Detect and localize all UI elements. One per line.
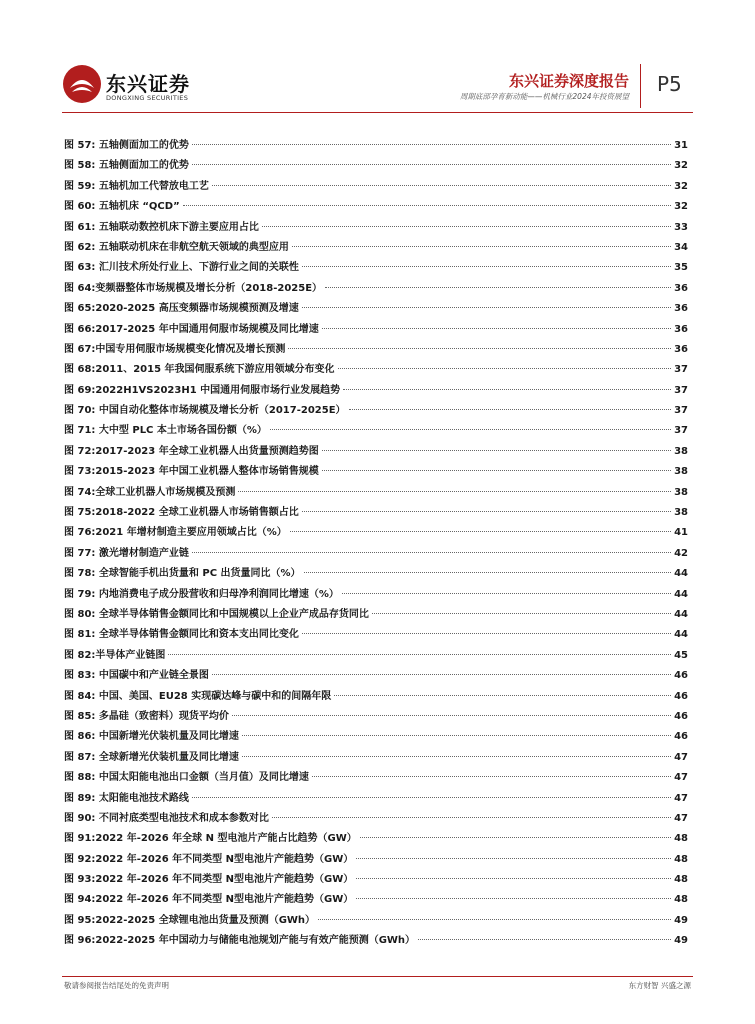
toc-entry[interactable] xyxy=(64,483,688,503)
toc-entry[interactable] xyxy=(64,931,688,951)
toc-entry-label: 图 94:2022 年-2026 年不同类型 N型电池片产能趋势（GW） xyxy=(64,894,354,906)
toc-entry[interactable] xyxy=(64,707,688,727)
toc-entry-page: 36 xyxy=(674,323,688,335)
toc-entry-label: 图 72:2017-2023 年全球工业机器人出货量预测趋势图 xyxy=(64,445,319,457)
toc-leader-dots xyxy=(192,797,671,798)
toc-entry[interactable] xyxy=(64,218,688,238)
footer-rule xyxy=(62,976,693,977)
toc-entry-page: 45 xyxy=(674,649,688,661)
toc-entry-label: 图 83: 中国碳中和产业链全景图 xyxy=(64,670,209,682)
toc-entry[interactable] xyxy=(64,523,688,543)
toc-leader-dots xyxy=(343,389,671,390)
toc-entry-label: 图 91:2022 年-2026 年全球 N 型电池片产能占比趋势（GW） xyxy=(64,833,357,845)
toc-entry[interactable] xyxy=(64,870,688,890)
toc-entry-label: 图 61: 五轴联动数控机床下游主要应用占比 xyxy=(64,221,259,233)
figure-index-list xyxy=(64,136,688,952)
toc-entry-page: 38 xyxy=(674,445,688,457)
toc-entry-page: 44 xyxy=(674,568,688,580)
footer-disclaimer: 敬请参阅报告结尾处的免责声明 xyxy=(64,981,169,990)
toc-entry[interactable] xyxy=(64,136,688,156)
toc-entry-page: 32 xyxy=(674,180,688,192)
toc-leader-dots xyxy=(372,613,671,614)
toc-entry-page: 37 xyxy=(674,384,688,396)
toc-entry-label: 图 88: 中国太阳能电池出口金额（当月值）及同比增速 xyxy=(64,772,309,784)
footer-slogan: 东方财智 兴盛之源 xyxy=(628,981,691,990)
toc-entry[interactable] xyxy=(64,666,688,686)
toc-entry-page: 46 xyxy=(674,731,688,743)
toc-entry[interactable] xyxy=(64,789,688,809)
report-subtitle: 周期底部孕育新动能——机械行业2024年投资展望 xyxy=(459,92,629,101)
toc-entry[interactable] xyxy=(64,156,688,176)
toc-entry-label: 图 93:2022 年-2026 年不同类型 N型电池片产能趋势（GW） xyxy=(64,874,354,886)
toc-entry-label: 图 95:2022-2025 全球锂电池出货量及预测（GWh） xyxy=(64,914,316,926)
toc-entry-page: 44 xyxy=(674,608,688,620)
toc-entry-label: 图 75:2018-2022 全球工业机器人市场销售额占比 xyxy=(64,507,299,519)
toc-entry-page: 37 xyxy=(674,405,688,417)
company-logo xyxy=(62,64,192,108)
toc-leader-dots xyxy=(318,919,671,920)
toc-leader-dots xyxy=(418,939,671,940)
toc-entry-page: 32 xyxy=(674,201,688,213)
toc-entry-label: 图 58: 五轴侧面加工的优势 xyxy=(64,160,189,172)
toc-entry-label: 图 74:全球工业机器人市场规模及预测 xyxy=(64,486,236,498)
toc-leader-dots xyxy=(212,674,671,675)
toc-leader-dots xyxy=(356,898,671,899)
toc-leader-dots xyxy=(356,878,671,879)
toc-entry-page: 36 xyxy=(674,343,688,355)
toc-entry-label: 图 79: 内地消费电子成分股营收和归母净利润同比增速（%） xyxy=(64,588,339,600)
toc-entry[interactable] xyxy=(64,809,688,829)
toc-leader-dots xyxy=(192,164,671,165)
toc-leader-dots xyxy=(272,817,671,818)
toc-entry[interactable] xyxy=(64,421,688,441)
toc-entry[interactable] xyxy=(64,442,688,462)
toc-entry-label: 图 63: 汇川技术所处行业上、下游行业之间的关联性 xyxy=(64,262,299,274)
toc-entry-page: 46 xyxy=(674,710,688,722)
toc-entry[interactable] xyxy=(64,340,688,360)
toc-entry[interactable] xyxy=(64,238,688,258)
toc-entry-label: 图 57: 五轴侧面加工的优势 xyxy=(64,140,189,151)
toc-leader-dots xyxy=(338,368,672,369)
toc-entry[interactable] xyxy=(64,605,688,625)
toc-leader-dots xyxy=(292,246,671,247)
toc-entry-page: 37 xyxy=(674,425,688,437)
toc-entry-label: 图 59: 五轴机加工代替放电工艺 xyxy=(64,180,209,192)
toc-entry-label: 图 67:中国专用伺服市场规模变化情况及增长预测 xyxy=(64,343,286,355)
page-number: P5 xyxy=(657,72,682,96)
toc-leader-dots xyxy=(192,144,671,145)
toc-entry[interactable] xyxy=(64,585,688,605)
toc-entry[interactable] xyxy=(64,687,688,707)
header-divider xyxy=(640,64,641,108)
toc-entry-label: 图 62: 五轴联动机床在非航空航天领域的典型应用 xyxy=(64,241,289,253)
toc-entry-label: 图 69:2022H1VS2023H1 中国通用伺服市场行业发展趋势 xyxy=(64,384,341,396)
toc-leader-dots xyxy=(342,593,671,594)
toc-entry-page: 49 xyxy=(674,935,688,947)
toc-entry-page: 37 xyxy=(674,364,688,376)
toc-entry[interactable] xyxy=(64,320,688,340)
toc-entry-page: 46 xyxy=(674,690,688,702)
toc-entry-page: 46 xyxy=(674,670,688,682)
toc-entry-page: 33 xyxy=(674,221,688,233)
toc-entry-page: 49 xyxy=(674,914,688,926)
toc-entry-page: 34 xyxy=(674,241,688,253)
toc-entry-label: 图 73:2015-2023 年中国工业机器人整体市场销售规模 xyxy=(64,466,319,478)
toc-entry-page: 47 xyxy=(674,792,688,804)
toc-entry[interactable] xyxy=(64,768,688,788)
toc-entry-page: 32 xyxy=(674,160,688,172)
toc-entry-page: 47 xyxy=(674,772,688,784)
toc-entry-page: 36 xyxy=(674,282,688,294)
toc-entry[interactable] xyxy=(64,564,688,584)
logo-chinese-text: 东兴证券 xyxy=(106,72,190,96)
toc-leader-dots xyxy=(168,654,671,655)
toc-entry[interactable] xyxy=(64,177,688,197)
header-rule xyxy=(62,112,693,113)
toc-entry-page: 38 xyxy=(674,486,688,498)
toc-entry-label: 图 60: 五轴机床 “QCD” xyxy=(64,201,180,213)
toc-entry-page: 47 xyxy=(674,812,688,824)
toc-leader-dots xyxy=(356,858,671,859)
toc-entry[interactable] xyxy=(64,748,688,768)
toc-entry-label: 图 92:2022 年-2026 年不同类型 N型电池片产能趋势（GW） xyxy=(64,853,354,865)
toc-entry[interactable] xyxy=(64,258,688,278)
toc-entry[interactable] xyxy=(64,279,688,299)
toc-entry-label: 图 70: 中国自动化整体市场规模及增长分析（2017-2025E） xyxy=(64,405,346,417)
toc-entry[interactable] xyxy=(64,625,688,645)
toc-entry-label: 图 71: 大中型 PLC 本土市场各国份额（%） xyxy=(64,425,267,437)
toc-entry[interactable] xyxy=(64,544,688,564)
toc-entry-page: 44 xyxy=(674,588,688,600)
toc-leader-dots xyxy=(302,307,671,308)
toc-entry-label: 图 89: 太阳能电池技术路线 xyxy=(64,792,189,804)
toc-entry-page: 42 xyxy=(674,547,688,559)
toc-entry[interactable] xyxy=(64,646,688,666)
toc-entry-label: 图 64:变频器整体市场规模及增长分析（2018-2025E） xyxy=(64,282,323,294)
toc-entry[interactable] xyxy=(64,360,688,380)
toc-leader-dots xyxy=(325,287,671,288)
toc-entry-label: 图 66:2017-2025 年中国通用伺服市场规模及同比增速 xyxy=(64,323,319,335)
toc-entry-label: 图 81: 全球半导体销售金额同比和资本支出同比变化 xyxy=(64,629,299,641)
toc-entry-page: 31 xyxy=(674,140,688,151)
toc-entry-label: 图 82:半导体产业链图 xyxy=(64,649,166,661)
toc-entry-page: 36 xyxy=(674,303,688,315)
toc-leader-dots xyxy=(322,328,671,329)
toc-leader-dots xyxy=(232,715,671,716)
toc-leader-dots xyxy=(334,695,671,696)
toc-entry-label: 图 84: 中国、美国、EU28 实现碳达峰与碳中和的间隔年限 xyxy=(64,690,332,702)
toc-leader-dots xyxy=(270,429,671,430)
toc-entry-page: 38 xyxy=(674,466,688,478)
toc-entry[interactable] xyxy=(64,911,688,931)
toc-entry-page: 41 xyxy=(674,527,688,539)
toc-leader-dots xyxy=(322,450,671,451)
toc-entry-label: 图 90: 不同衬底类型电池技术和成本参数对比 xyxy=(64,812,269,824)
toc-leader-dots xyxy=(242,756,671,757)
toc-entry-label: 图 76:2021 年增材制造主要应用领域占比（%） xyxy=(64,527,287,539)
toc-leader-dots xyxy=(288,348,671,349)
toc-leader-dots xyxy=(290,531,671,532)
toc-entry-page: 35 xyxy=(674,262,688,274)
logo-english-text: DONGXING SECURITIES xyxy=(106,94,189,102)
toc-leader-dots xyxy=(212,185,671,186)
toc-leader-dots xyxy=(302,633,671,634)
toc-entry-label: 图 86: 中国新增光伏装机量及同比增速 xyxy=(64,731,239,743)
toc-entry-page: 48 xyxy=(674,894,688,906)
toc-entry-page: 48 xyxy=(674,853,688,865)
toc-entry[interactable] xyxy=(64,850,688,870)
toc-entry[interactable] xyxy=(64,381,688,401)
toc-leader-dots xyxy=(238,491,671,492)
toc-entry-label: 图 80: 全球半导体销售金额同比和中国规模以上企业产成品存货同比 xyxy=(64,608,369,620)
toc-leader-dots xyxy=(183,205,671,206)
toc-entry-label: 图 87: 全球新增光伏装机量及同比增速 xyxy=(64,751,239,763)
toc-entry-label: 图 96:2022-2025 年中国动力与储能电池规划产能与有效产能预测（GWh） xyxy=(64,935,416,947)
toc-entry[interactable] xyxy=(64,401,688,421)
report-title: 东兴证券深度报告 xyxy=(508,72,629,90)
toc-leader-dots xyxy=(302,511,671,512)
toc-leader-dots xyxy=(304,572,672,573)
toc-entry[interactable] xyxy=(64,462,688,482)
toc-leader-dots xyxy=(360,837,671,838)
toc-entry-page: 48 xyxy=(674,874,688,886)
toc-entry[interactable] xyxy=(64,727,688,747)
toc-entry[interactable] xyxy=(64,299,688,319)
toc-entry-label: 图 78: 全球智能手机出货量和 PC 出货量同比（%） xyxy=(64,568,301,580)
toc-entry-label: 图 65:2020-2025 高压变频器市场规模预测及增速 xyxy=(64,303,299,315)
toc-entry-page: 48 xyxy=(674,833,688,845)
dongxing-logo-icon xyxy=(62,64,102,104)
toc-entry-page: 38 xyxy=(674,507,688,519)
toc-leader-dots xyxy=(192,552,671,553)
toc-entry-page: 44 xyxy=(674,629,688,641)
toc-entry-label: 图 77: 激光增材制造产业链 xyxy=(64,547,189,559)
toc-leader-dots xyxy=(312,776,671,777)
toc-entry[interactable] xyxy=(64,829,688,849)
toc-entry[interactable] xyxy=(64,890,688,910)
toc-entry-label: 图 68:2011、2015 年我国伺服系统下游应用领域分布变化 xyxy=(64,364,335,376)
toc-entry[interactable] xyxy=(64,197,688,217)
toc-entry-page: 47 xyxy=(674,751,688,763)
toc-entry[interactable] xyxy=(64,503,688,523)
toc-leader-dots xyxy=(302,266,671,267)
toc-leader-dots xyxy=(262,226,671,227)
toc-entry-label: 图 85: 多晶硅（致密料）现货平均价 xyxy=(64,710,229,722)
toc-leader-dots xyxy=(322,470,671,471)
toc-leader-dots xyxy=(349,409,672,410)
toc-leader-dots xyxy=(242,735,671,736)
